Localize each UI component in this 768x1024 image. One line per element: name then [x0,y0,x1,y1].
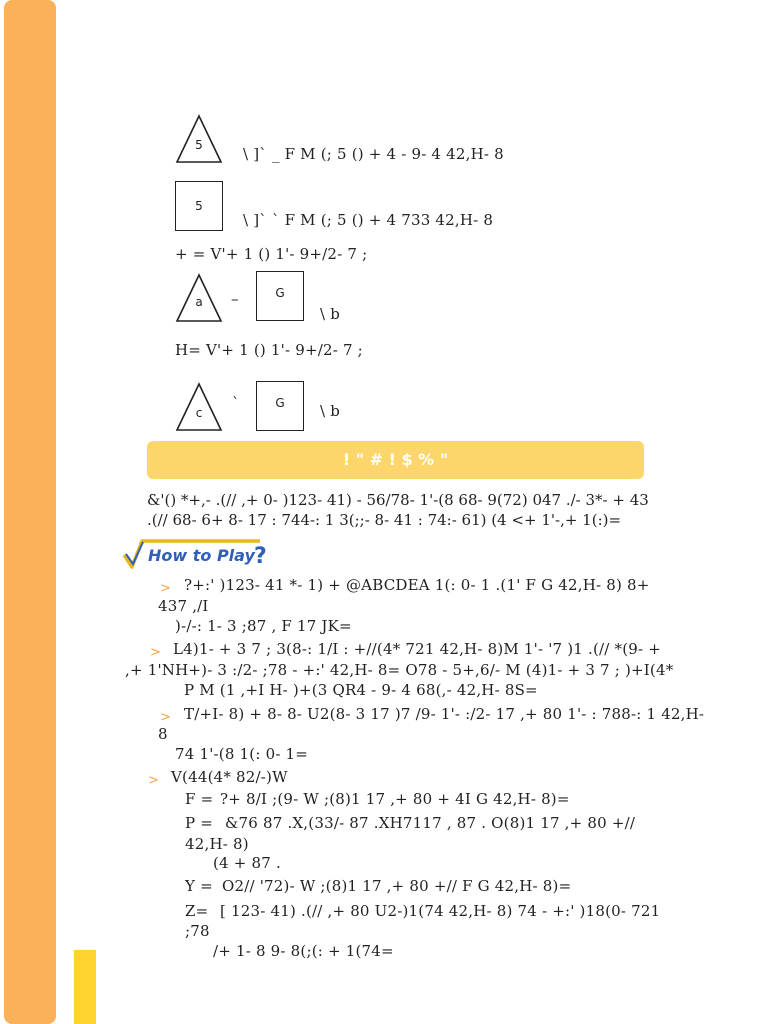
description-line-1: &'() *+,- .(// ,+ 0- )123- 41) - 56/78- 1'-(8 68- 9(72) 047 ./- 3*- + 43 [147,491,649,509]
triangle-shape-2 [175,273,223,323]
z-label: Z= [185,902,209,920]
p-description-1: &76 87 .X,(33/- 87 .XH7117 , 87 . O(8)1 17 ,+ 80 +// [225,814,636,832]
bullet-1 [160,578,171,596]
z-description-3: /+ 1- 8 9- 8(;(: + 1(74= [213,942,394,960]
step-2-line-3: P M (1 ,+I H- )+(3 QR4 - 9- 4 68(,- 42,H- 8S= [184,681,538,699]
intro-line-1: + = V'+ 1 () 1'- 9+/2- 7 ; [175,245,368,263]
equation-2-result: \ b [320,402,341,420]
how-to-play-label: How to Play [148,546,255,565]
step-1-line-2: 437 ,/I [158,597,209,615]
bullet-arrow-icon: > [160,581,172,596]
bullet-arrow-icon: > [160,710,172,725]
triangle-shape-3 [175,382,223,432]
bullet-arrow-icon: > [150,645,162,660]
square-2-label: G [275,286,285,300]
section-banner [147,441,644,479]
step-3-line-1: T/+I- 8) + 8- 8- U2(8- 3 17 )7 /9- 1'- :/2- 17 ,+ 80 1'- : 788-: 1 42,H- [184,705,705,723]
svg-text:?: ? [254,544,267,569]
y-label: Y = [185,877,213,895]
step-1-line-1: ?+:' )123- 41 *- 1) + @ABCDEA 1(: 0- 1 .(1' F G 42,H- 8) 8+ [184,576,650,594]
how-to-play-heading [122,533,267,579]
rule-line-1: \ ]` _ F M (; 5 () + 4 - 9- 4 42,H- 8 [243,145,504,163]
step-2-line-1: L4)1- + 3 7 ; 3(8-: 1/I : +//(4* 721 42,H- 8)M 1'- '7 )1 .(// *(9- + [173,640,661,658]
step-1-line-3: )-/-: 1- 3 ;87 , F 17 JK= [175,617,352,635]
equation-1-result: \ b [320,305,341,323]
y-description: O2// '72)- W ;(8)1 17 ,+ 80 +// F G 42,H- 8)= [222,877,572,895]
banner-title: ! " # ! $ % " [342,450,449,469]
yellow-tab-marker [74,950,96,1024]
z-description-1: [ 123- 41) .(// ,+ 80 U2-)1(74 42,H- 8) 74 - +:' )18(0- 721 [220,902,661,920]
step-3-line-3: 74 1'-(8 1(: 0- 1= [175,745,309,763]
triangle-2-label: a [195,295,203,309]
left-decorative-band [4,0,56,1024]
f-description: ?+ 8/I ;(9- W ;(8)1 17 ,+ 80 + 4I G 42,H- 8)= [220,790,570,808]
bullet-4 [148,770,159,788]
triangle-1-label: 5 [195,138,203,152]
triangle-shape-1 [175,114,223,164]
square-shape-3 [256,381,304,431]
triangle-3-label: c [195,406,203,420]
bullet-arrow-icon: > [148,773,160,788]
operator-2: ` [232,394,240,412]
f-label: F = [185,790,214,808]
square-1-label: 5 [195,199,203,213]
p-label: P = [185,814,214,832]
description-line-2: .(// 68- 6+ 8- 17 : 744-: 1 3(;;- 8- 41 : 74:- 61) (4 <+ 1'-,+ 1(:)= [147,511,622,529]
step-2-line-2: ,+ 1'NH+)- 3 :/2- ;78 - +:' 42,H- 8= O78 - 5+,6/- M (4)1- + 3 7 ; )+I(4* [125,661,674,679]
step-3-line-2: 8 [158,725,168,743]
bullet-3 [160,707,171,725]
bullet-2 [150,642,161,660]
operator-1: – [231,290,239,308]
square-shape-1 [175,181,223,231]
rule-line-2: \ ]` ` F M (; 5 () + 4 733 42,H- 8 [243,211,494,229]
z-description-2: ;78 [185,922,210,940]
p-description-3: (4 + 87 . [213,854,281,872]
p-description-2: 42,H- 8) [185,835,249,853]
intro-line-2: H= V'+ 1 () 1'- 9+/2- 7 ; [175,341,363,359]
square-3-label: G [275,396,285,410]
square-shape-2 [256,271,304,321]
step-4-line-1: V(44(4* 82/-)W [171,768,288,786]
